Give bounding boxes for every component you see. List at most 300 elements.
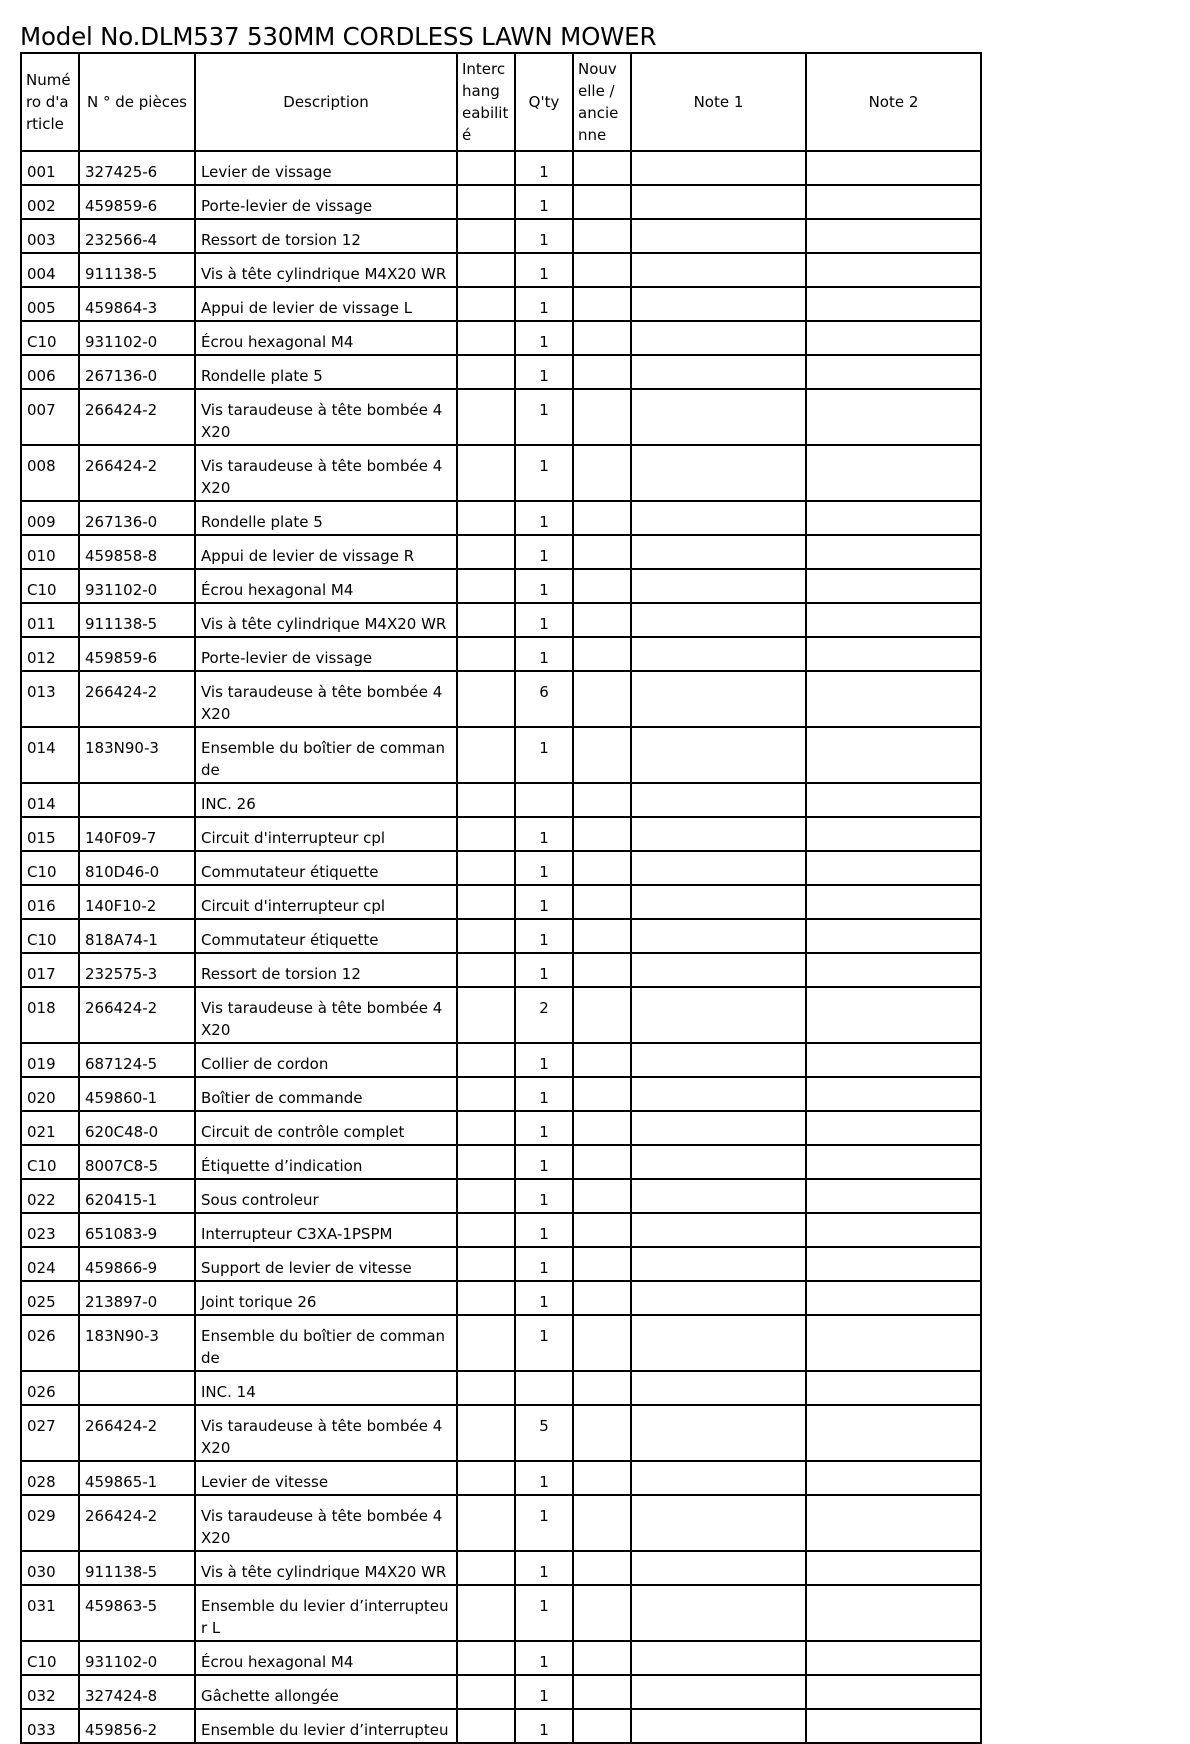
part-number-cell: 183N90-3 (79, 727, 195, 783)
table-row (21, 445, 981, 501)
note-1-cell (631, 953, 806, 987)
table-row (21, 671, 981, 727)
item-number-cell: 025 (21, 1281, 79, 1315)
new-old-cell (573, 355, 631, 389)
table-row (21, 919, 981, 953)
interchangeability-cell (457, 1495, 515, 1551)
new-old-cell (573, 1641, 631, 1675)
item-number-cell: 010 (21, 535, 79, 569)
table-row (21, 501, 981, 535)
note-1-cell (631, 253, 806, 287)
interchangeability-cell (457, 1111, 515, 1145)
note-2-cell (806, 1043, 981, 1077)
new-old-cell (573, 1213, 631, 1247)
note-1-cell (631, 1675, 806, 1709)
table-row (21, 1495, 981, 1551)
item-number-cell: 015 (21, 817, 79, 851)
description-cell: INC. 26 (195, 783, 457, 817)
table-row (21, 1461, 981, 1495)
header-note-1: Note 1 (631, 53, 806, 151)
item-number-cell: 014 (21, 783, 79, 817)
description-cell: Vis à tête cylindrique M4X20 WR (195, 1551, 457, 1585)
description-cell: Porte-levier de vissage (195, 185, 457, 219)
part-number-cell: 459864-3 (79, 287, 195, 321)
header-new-old: Nouv elle / ancie nne (573, 53, 631, 151)
part-number-cell: 267136-0 (79, 355, 195, 389)
note-1-cell (631, 1247, 806, 1281)
description-cell: Ensemble du levier d’interrupteu (195, 1709, 457, 1743)
note-1-cell (631, 185, 806, 219)
note-2-cell (806, 1179, 981, 1213)
note-2-cell (806, 1641, 981, 1675)
part-number-cell: 687124-5 (79, 1043, 195, 1077)
new-old-cell (573, 1145, 631, 1179)
part-number-cell (79, 1371, 195, 1405)
quantity-cell: 1 (515, 1077, 573, 1111)
description-cell: Écrou hexagonal M4 (195, 569, 457, 603)
description-cell: Écrou hexagonal M4 (195, 1641, 457, 1675)
description-cell: Vis taraudeuse à tête bombée 4X20 (195, 1405, 457, 1461)
table-row (21, 851, 981, 885)
description-cell: Joint torique 26 (195, 1281, 457, 1315)
note-2-cell (806, 1077, 981, 1111)
note-2-cell (806, 287, 981, 321)
header-item-number: Numé ro d'a rticle (21, 53, 79, 151)
note-2-cell (806, 1145, 981, 1179)
new-old-cell (573, 1371, 631, 1405)
note-2-cell (806, 1585, 981, 1641)
quantity-cell: 1 (515, 1551, 573, 1585)
table-row (21, 885, 981, 919)
note-1-cell (631, 151, 806, 185)
note-1-cell (631, 1315, 806, 1371)
interchangeability-cell (457, 1281, 515, 1315)
new-old-cell (573, 253, 631, 287)
quantity-cell: 1 (515, 535, 573, 569)
interchangeability-cell (457, 1043, 515, 1077)
quantity-cell: 1 (515, 1281, 573, 1315)
new-old-cell (573, 1077, 631, 1111)
description-cell: Vis taraudeuse à tête bombée 4X20 (195, 389, 457, 445)
new-old-cell (573, 1461, 631, 1495)
item-number-cell: 023 (21, 1213, 79, 1247)
item-number-cell: 011 (21, 603, 79, 637)
item-number-cell: 004 (21, 253, 79, 287)
part-number-cell: 931102-0 (79, 321, 195, 355)
quantity-cell: 1 (515, 1585, 573, 1641)
interchangeability-cell (457, 671, 515, 727)
part-number-cell: 267136-0 (79, 501, 195, 535)
item-number-cell: 027 (21, 1405, 79, 1461)
interchangeability-cell (457, 1213, 515, 1247)
quantity-cell: 1 (515, 219, 573, 253)
page-title: Model No.DLM537 530MM CORDLESS LAWN MOWER (20, 22, 657, 51)
part-number-cell: 911138-5 (79, 603, 195, 637)
note-2-cell (806, 445, 981, 501)
description-cell: Ensemble du boîtier de commande (195, 727, 457, 783)
interchangeability-cell (457, 987, 515, 1043)
table-row (21, 953, 981, 987)
new-old-cell (573, 851, 631, 885)
part-number-cell: 266424-2 (79, 1495, 195, 1551)
note-1-cell (631, 1043, 806, 1077)
quantity-cell: 1 (515, 1461, 573, 1495)
interchangeability-cell (457, 389, 515, 445)
note-2-cell (806, 953, 981, 987)
table-row (21, 1551, 981, 1585)
item-number-cell: 014 (21, 727, 79, 783)
interchangeability-cell (457, 1641, 515, 1675)
note-1-cell (631, 321, 806, 355)
table-row (21, 1315, 981, 1371)
quantity-cell: 1 (515, 501, 573, 535)
new-old-cell (573, 817, 631, 851)
description-cell: Circuit d'interrupteur cpl (195, 817, 457, 851)
note-1-cell (631, 919, 806, 953)
item-number-cell: 001 (21, 151, 79, 185)
description-cell: Vis taraudeuse à tête bombée 4X20 (195, 445, 457, 501)
part-number-cell: 459856-2 (79, 1709, 195, 1743)
item-number-cell: 006 (21, 355, 79, 389)
table-row (21, 321, 981, 355)
description-cell: Circuit d'interrupteur cpl (195, 885, 457, 919)
description-cell: Vis à tête cylindrique M4X20 WR (195, 603, 457, 637)
new-old-cell (573, 1179, 631, 1213)
item-number-cell: 029 (21, 1495, 79, 1551)
description-cell: Vis taraudeuse à tête bombée 4X20 (195, 987, 457, 1043)
note-2-cell (806, 1315, 981, 1371)
interchangeability-cell (457, 953, 515, 987)
quantity-cell (515, 783, 573, 817)
note-2-cell (806, 389, 981, 445)
table-row (21, 1179, 981, 1213)
part-number-cell: 810D46-0 (79, 851, 195, 885)
quantity-cell: 1 (515, 253, 573, 287)
interchangeability-cell (457, 851, 515, 885)
new-old-cell (573, 603, 631, 637)
table-row (21, 1213, 981, 1247)
note-2-cell (806, 1111, 981, 1145)
note-2-cell (806, 1495, 981, 1551)
table-row (21, 185, 981, 219)
note-2-cell (806, 817, 981, 851)
item-number-cell: 024 (21, 1247, 79, 1281)
interchangeability-cell (457, 1145, 515, 1179)
description-cell: Levier de vitesse (195, 1461, 457, 1495)
item-number-cell: 032 (21, 1675, 79, 1709)
table-row (21, 1145, 981, 1179)
item-number-cell: 020 (21, 1077, 79, 1111)
quantity-cell: 1 (515, 445, 573, 501)
note-2-cell (806, 253, 981, 287)
note-2-cell (806, 727, 981, 783)
interchangeability-cell (457, 885, 515, 919)
new-old-cell (573, 1247, 631, 1281)
interchangeability-cell (457, 185, 515, 219)
part-number-cell: 911138-5 (79, 1551, 195, 1585)
quantity-cell: 1 (515, 637, 573, 671)
note-1-cell (631, 535, 806, 569)
item-number-cell: C10 (21, 851, 79, 885)
description-cell: Écrou hexagonal M4 (195, 321, 457, 355)
description-cell: Boîtier de commande (195, 1077, 457, 1111)
quantity-cell: 1 (515, 1247, 573, 1281)
quantity-cell: 1 (515, 389, 573, 445)
table-row (21, 1405, 981, 1461)
table-row (21, 1585, 981, 1641)
description-cell: Ensemble du levier d’interrupteur L (195, 1585, 457, 1641)
note-2-cell (806, 637, 981, 671)
quantity-cell: 1 (515, 1675, 573, 1709)
interchangeability-cell (457, 287, 515, 321)
interchangeability-cell (457, 219, 515, 253)
new-old-cell (573, 219, 631, 253)
quantity-cell: 1 (515, 817, 573, 851)
part-number-cell: 818A74-1 (79, 919, 195, 953)
note-1-cell (631, 671, 806, 727)
interchangeability-cell (457, 253, 515, 287)
description-cell: Circuit de contrôle complet (195, 1111, 457, 1145)
note-2-cell (806, 535, 981, 569)
interchangeability-cell (457, 1315, 515, 1371)
note-1-cell (631, 727, 806, 783)
quantity-cell: 1 (515, 885, 573, 919)
note-1-cell (631, 1641, 806, 1675)
note-1-cell (631, 1371, 806, 1405)
interchangeability-cell (457, 1709, 515, 1743)
quantity-cell: 1 (515, 151, 573, 185)
note-2-cell (806, 569, 981, 603)
quantity-cell: 1 (515, 953, 573, 987)
interchangeability-cell (457, 919, 515, 953)
table-row (21, 253, 981, 287)
item-number-cell: 016 (21, 885, 79, 919)
note-1-cell (631, 1495, 806, 1551)
interchangeability-cell (457, 355, 515, 389)
table-row (21, 1281, 981, 1315)
note-1-cell (631, 783, 806, 817)
new-old-cell (573, 1551, 631, 1585)
description-cell: Vis à tête cylindrique M4X20 WR (195, 253, 457, 287)
item-number-cell: 026 (21, 1371, 79, 1405)
item-number-cell: 007 (21, 389, 79, 445)
interchangeability-cell (457, 783, 515, 817)
note-2-cell (806, 1281, 981, 1315)
interchangeability-cell (457, 1247, 515, 1281)
table-row (21, 355, 981, 389)
new-old-cell (573, 671, 631, 727)
part-number-cell: 183N90-3 (79, 1315, 195, 1371)
table-row (21, 1709, 981, 1743)
quantity-cell: 1 (515, 185, 573, 219)
item-number-cell: 022 (21, 1179, 79, 1213)
item-number-cell: C10 (21, 1145, 79, 1179)
table-body (21, 151, 981, 1743)
interchangeability-cell (457, 817, 515, 851)
new-old-cell (573, 1405, 631, 1461)
note-2-cell (806, 1709, 981, 1743)
part-number-cell: 232575-3 (79, 953, 195, 987)
note-1-cell (631, 1551, 806, 1585)
header-note-2: Note 2 (806, 53, 981, 151)
description-cell: Commutateur étiquette (195, 919, 457, 953)
quantity-cell: 1 (515, 355, 573, 389)
note-1-cell (631, 1145, 806, 1179)
new-old-cell (573, 1315, 631, 1371)
interchangeability-cell (457, 569, 515, 603)
part-number-cell: 327424-8 (79, 1675, 195, 1709)
note-2-cell (806, 1247, 981, 1281)
table-row (21, 219, 981, 253)
item-number-cell: 002 (21, 185, 79, 219)
new-old-cell (573, 885, 631, 919)
item-number-cell: 013 (21, 671, 79, 727)
interchangeability-cell (457, 321, 515, 355)
part-number-cell: 140F09-7 (79, 817, 195, 851)
table-row (21, 987, 981, 1043)
quantity-cell: 1 (515, 1709, 573, 1743)
quantity-cell: 1 (515, 1043, 573, 1077)
part-number-cell: 651083-9 (79, 1213, 195, 1247)
note-1-cell (631, 603, 806, 637)
item-number-cell: 033 (21, 1709, 79, 1743)
note-2-cell (806, 355, 981, 389)
note-1-cell (631, 569, 806, 603)
part-number-cell: 620415-1 (79, 1179, 195, 1213)
part-number-cell: 232566-4 (79, 219, 195, 253)
note-2-cell (806, 603, 981, 637)
quantity-cell: 1 (515, 1145, 573, 1179)
note-2-cell (806, 219, 981, 253)
note-2-cell (806, 1461, 981, 1495)
description-cell: Support de levier de vitesse (195, 1247, 457, 1281)
description-cell: Appui de levier de vissage L (195, 287, 457, 321)
table-row (21, 1675, 981, 1709)
quantity-cell: 2 (515, 987, 573, 1043)
table-row (21, 535, 981, 569)
item-number-cell: C10 (21, 1641, 79, 1675)
part-number-cell: 266424-2 (79, 389, 195, 445)
part-number-cell: 931102-0 (79, 569, 195, 603)
new-old-cell (573, 1281, 631, 1315)
quantity-cell: 6 (515, 671, 573, 727)
table-row (21, 1077, 981, 1111)
table-row (21, 727, 981, 783)
new-old-cell (573, 501, 631, 535)
table-row (21, 603, 981, 637)
note-1-cell (631, 1281, 806, 1315)
interchangeability-cell (457, 1675, 515, 1709)
item-number-cell: C10 (21, 919, 79, 953)
table-row (21, 1111, 981, 1145)
item-number-cell: 017 (21, 953, 79, 987)
interchangeability-cell (457, 603, 515, 637)
new-old-cell (573, 987, 631, 1043)
note-1-cell (631, 637, 806, 671)
note-2-cell (806, 321, 981, 355)
table-header-row (21, 53, 981, 151)
quantity-cell: 1 (515, 321, 573, 355)
quantity-cell: 1 (515, 1641, 573, 1675)
new-old-cell (573, 919, 631, 953)
new-old-cell (573, 389, 631, 445)
new-old-cell (573, 727, 631, 783)
quantity-cell: 1 (515, 569, 573, 603)
interchangeability-cell (457, 535, 515, 569)
description-cell: Interrupteur C3XA-1PSPM (195, 1213, 457, 1247)
note-1-cell (631, 851, 806, 885)
new-old-cell (573, 535, 631, 569)
table-row (21, 389, 981, 445)
description-cell: Gâchette allongée (195, 1675, 457, 1709)
quantity-cell: 1 (515, 1495, 573, 1551)
new-old-cell (573, 1709, 631, 1743)
part-number-cell: 459863-5 (79, 1585, 195, 1641)
interchangeability-cell (457, 1551, 515, 1585)
item-number-cell: 030 (21, 1551, 79, 1585)
table-row (21, 1043, 981, 1077)
note-1-cell (631, 445, 806, 501)
note-2-cell (806, 851, 981, 885)
description-cell: Collier de cordon (195, 1043, 457, 1077)
part-number-cell: 459858-8 (79, 535, 195, 569)
note-1-cell (631, 1585, 806, 1641)
description-cell: Étiquette d’indication (195, 1145, 457, 1179)
new-old-cell (573, 569, 631, 603)
description-cell: Ensemble du boîtier de commande (195, 1315, 457, 1371)
part-number-cell: 911138-5 (79, 253, 195, 287)
table-row (21, 287, 981, 321)
note-2-cell (806, 501, 981, 535)
note-1-cell (631, 219, 806, 253)
new-old-cell (573, 321, 631, 355)
table-row (21, 1641, 981, 1675)
new-old-cell (573, 1111, 631, 1145)
note-2-cell (806, 1405, 981, 1461)
note-1-cell (631, 389, 806, 445)
interchangeability-cell (457, 1405, 515, 1461)
parts-table (20, 52, 982, 1744)
part-number-cell: 327425-6 (79, 151, 195, 185)
item-number-cell: 026 (21, 1315, 79, 1371)
item-number-cell: 018 (21, 987, 79, 1043)
item-number-cell: 021 (21, 1111, 79, 1145)
quantity-cell: 1 (515, 919, 573, 953)
new-old-cell (573, 1043, 631, 1077)
part-number-cell (79, 783, 195, 817)
interchangeability-cell (457, 1077, 515, 1111)
note-2-cell (806, 1551, 981, 1585)
note-2-cell (806, 1213, 981, 1247)
item-number-cell: 005 (21, 287, 79, 321)
description-cell: Rondelle plate 5 (195, 355, 457, 389)
note-2-cell (806, 185, 981, 219)
note-1-cell (631, 1111, 806, 1145)
note-2-cell (806, 151, 981, 185)
description-cell: Rondelle plate 5 (195, 501, 457, 535)
note-2-cell (806, 671, 981, 727)
interchangeability-cell (457, 1461, 515, 1495)
note-1-cell (631, 1461, 806, 1495)
description-cell: INC. 14 (195, 1371, 457, 1405)
table-row (21, 1247, 981, 1281)
note-2-cell (806, 919, 981, 953)
header-quantity: Q'ty (515, 53, 573, 151)
description-cell: Vis taraudeuse à tête bombée 4X20 (195, 1495, 457, 1551)
interchangeability-cell (457, 1371, 515, 1405)
part-number-cell: 266424-2 (79, 1405, 195, 1461)
note-1-cell (631, 987, 806, 1043)
